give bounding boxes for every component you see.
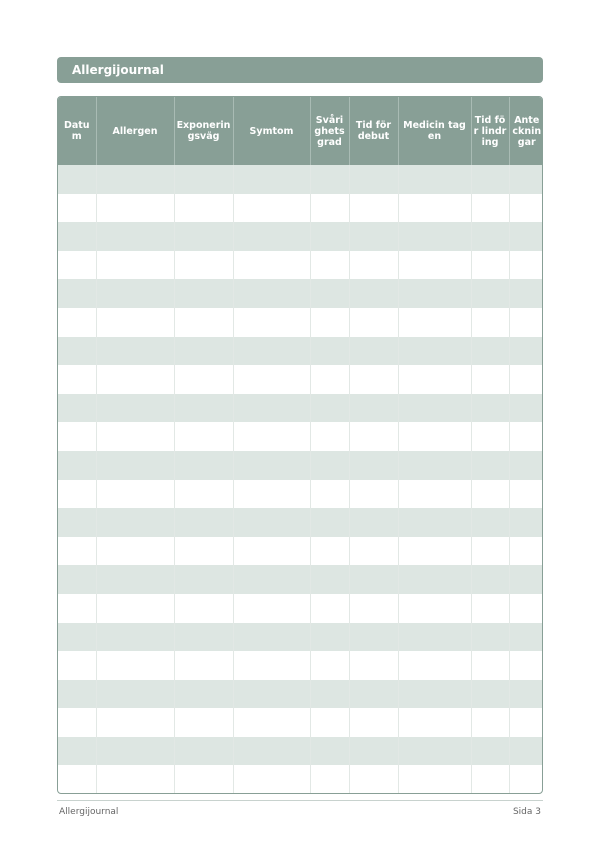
table-cell[interactable] bbox=[509, 222, 543, 251]
table-cell[interactable] bbox=[509, 165, 543, 194]
table-cell[interactable] bbox=[310, 194, 349, 223]
table-cell[interactable] bbox=[58, 537, 96, 566]
table-cell[interactable] bbox=[509, 451, 543, 480]
table-cell[interactable] bbox=[96, 222, 174, 251]
table-cell[interactable] bbox=[509, 680, 543, 709]
table-cell[interactable] bbox=[471, 337, 509, 366]
table-cell[interactable] bbox=[233, 165, 310, 194]
table-cell[interactable] bbox=[310, 508, 349, 537]
column-header-anteckningar: Anteckningar bbox=[509, 97, 543, 165]
table-cell[interactable] bbox=[174, 194, 233, 223]
table-cell[interactable] bbox=[233, 651, 310, 680]
table-cell[interactable] bbox=[349, 508, 398, 537]
table-cell[interactable] bbox=[471, 708, 509, 737]
table-cell[interactable] bbox=[349, 422, 398, 451]
column-header-datum: Datum bbox=[58, 97, 96, 165]
table-cell[interactable] bbox=[471, 480, 509, 509]
table-row bbox=[58, 422, 543, 451]
table-cell[interactable] bbox=[509, 337, 543, 366]
table-cell[interactable] bbox=[398, 222, 471, 251]
table-cell[interactable] bbox=[310, 422, 349, 451]
table-cell[interactable] bbox=[471, 537, 509, 566]
table-cell[interactable] bbox=[471, 765, 509, 794]
table-cell[interactable] bbox=[58, 365, 96, 394]
table-cell[interactable] bbox=[96, 451, 174, 480]
table-cell[interactable] bbox=[310, 279, 349, 308]
table-cell[interactable] bbox=[310, 537, 349, 566]
table-cell[interactable] bbox=[310, 165, 349, 194]
table-cell[interactable] bbox=[509, 708, 543, 737]
table-cell[interactable] bbox=[58, 337, 96, 366]
table-cell[interactable] bbox=[310, 708, 349, 737]
table-cell[interactable] bbox=[233, 765, 310, 794]
table-cell[interactable] bbox=[174, 365, 233, 394]
table-cell[interactable] bbox=[310, 651, 349, 680]
table-cell[interactable] bbox=[96, 765, 174, 794]
table-cell[interactable] bbox=[398, 451, 471, 480]
table-cell[interactable] bbox=[471, 508, 509, 537]
table-cell[interactable] bbox=[509, 480, 543, 509]
table-row bbox=[58, 365, 543, 394]
table-cell[interactable] bbox=[96, 251, 174, 280]
table-cell[interactable] bbox=[96, 165, 174, 194]
table-cell[interactable] bbox=[174, 480, 233, 509]
table-cell[interactable] bbox=[349, 565, 398, 594]
table-cell[interactable] bbox=[471, 451, 509, 480]
table-cell[interactable] bbox=[349, 308, 398, 337]
table-cell[interactable] bbox=[233, 680, 310, 709]
table-header-row bbox=[58, 97, 543, 165]
table-cell[interactable] bbox=[509, 765, 543, 794]
table-cell[interactable] bbox=[398, 765, 471, 794]
table-cell[interactable] bbox=[471, 737, 509, 766]
table-cell[interactable] bbox=[174, 537, 233, 566]
table-cell[interactable] bbox=[310, 365, 349, 394]
table-cell[interactable] bbox=[233, 565, 310, 594]
table-cell[interactable] bbox=[174, 594, 233, 623]
table-cell[interactable] bbox=[349, 451, 398, 480]
table-cell[interactable] bbox=[58, 765, 96, 794]
table-cell[interactable] bbox=[509, 651, 543, 680]
table-cell[interactable] bbox=[471, 594, 509, 623]
table-cell[interactable] bbox=[58, 737, 96, 766]
table-cell[interactable] bbox=[233, 365, 310, 394]
table-cell[interactable] bbox=[509, 537, 543, 566]
table-cell[interactable] bbox=[58, 394, 96, 423]
table-cell[interactable] bbox=[509, 279, 543, 308]
table-row bbox=[58, 194, 543, 223]
table-cell[interactable] bbox=[310, 737, 349, 766]
table-cell[interactable] bbox=[398, 394, 471, 423]
table-row bbox=[58, 394, 543, 423]
table-cell[interactable] bbox=[349, 394, 398, 423]
table-cell[interactable] bbox=[509, 194, 543, 223]
table-cell[interactable] bbox=[174, 251, 233, 280]
table-cell[interactable] bbox=[349, 651, 398, 680]
table-cell[interactable] bbox=[310, 337, 349, 366]
table-cell[interactable] bbox=[398, 165, 471, 194]
table-cell[interactable] bbox=[58, 623, 96, 652]
table-cell[interactable] bbox=[233, 623, 310, 652]
table-cell[interactable] bbox=[349, 194, 398, 223]
table-cell[interactable] bbox=[58, 594, 96, 623]
table-row bbox=[58, 680, 543, 709]
table-cell[interactable] bbox=[58, 422, 96, 451]
table-cell[interactable] bbox=[310, 565, 349, 594]
journal-title: Allergijournal bbox=[72, 63, 164, 77]
table-cell[interactable] bbox=[471, 222, 509, 251]
table-cell[interactable] bbox=[398, 737, 471, 766]
table-cell[interactable] bbox=[398, 422, 471, 451]
table-cell[interactable] bbox=[174, 680, 233, 709]
table-cell[interactable] bbox=[96, 537, 174, 566]
table-cell[interactable] bbox=[233, 308, 310, 337]
table-cell[interactable] bbox=[349, 251, 398, 280]
table-cell[interactable] bbox=[96, 737, 174, 766]
table-cell[interactable] bbox=[233, 708, 310, 737]
table-cell[interactable] bbox=[58, 651, 96, 680]
table-row bbox=[58, 337, 543, 366]
table-cell[interactable] bbox=[174, 337, 233, 366]
table-cell[interactable] bbox=[233, 279, 310, 308]
table-cell[interactable] bbox=[471, 165, 509, 194]
table-cell[interactable] bbox=[471, 251, 509, 280]
table-cell[interactable] bbox=[398, 194, 471, 223]
table-cell[interactable] bbox=[58, 165, 96, 194]
table-cell[interactable] bbox=[96, 394, 174, 423]
table-cell[interactable] bbox=[349, 480, 398, 509]
table-cell[interactable] bbox=[174, 279, 233, 308]
table-cell[interactable] bbox=[398, 365, 471, 394]
table-cell[interactable] bbox=[58, 308, 96, 337]
table-cell[interactable] bbox=[509, 251, 543, 280]
table-cell[interactable] bbox=[398, 508, 471, 537]
table-cell[interactable] bbox=[471, 565, 509, 594]
table-cell[interactable] bbox=[96, 651, 174, 680]
table-cell[interactable] bbox=[96, 708, 174, 737]
footer-title: Allergijournal bbox=[59, 807, 119, 817]
table-cell[interactable] bbox=[398, 680, 471, 709]
table-row bbox=[58, 279, 543, 308]
table-cell[interactable] bbox=[58, 222, 96, 251]
table-cell[interactable] bbox=[58, 194, 96, 223]
table-cell[interactable] bbox=[471, 279, 509, 308]
table-row bbox=[58, 594, 543, 623]
table-cell[interactable] bbox=[398, 623, 471, 652]
table-cell[interactable] bbox=[349, 222, 398, 251]
table-cell[interactable] bbox=[471, 308, 509, 337]
table-cell[interactable] bbox=[174, 308, 233, 337]
table-cell[interactable] bbox=[398, 651, 471, 680]
table-cell[interactable] bbox=[349, 365, 398, 394]
table-cell[interactable] bbox=[310, 251, 349, 280]
table-row bbox=[58, 537, 543, 566]
table-cell[interactable] bbox=[310, 765, 349, 794]
table-cell[interactable] bbox=[471, 422, 509, 451]
table-cell[interactable] bbox=[349, 537, 398, 566]
column-header-tid-for-lindring: Tid för lindring bbox=[471, 97, 509, 165]
table-cell[interactable] bbox=[349, 765, 398, 794]
table-cell[interactable] bbox=[398, 308, 471, 337]
table-cell[interactable] bbox=[58, 680, 96, 709]
table-row bbox=[58, 251, 543, 280]
table-cell[interactable] bbox=[174, 565, 233, 594]
allergy-log-table bbox=[57, 96, 543, 794]
table-cell[interactable] bbox=[96, 365, 174, 394]
table-cell[interactable] bbox=[349, 623, 398, 652]
table-row bbox=[58, 508, 543, 537]
table-cell[interactable] bbox=[174, 222, 233, 251]
table-cell[interactable] bbox=[174, 422, 233, 451]
table-row bbox=[58, 565, 543, 594]
table-cell[interactable] bbox=[233, 222, 310, 251]
table-cell[interactable] bbox=[58, 451, 96, 480]
column-header-svarighetsgrad: Svårighetsgrad bbox=[310, 97, 349, 165]
table-cell[interactable] bbox=[174, 165, 233, 194]
table-cell[interactable] bbox=[58, 279, 96, 308]
table-cell[interactable] bbox=[58, 565, 96, 594]
table-cell[interactable] bbox=[96, 422, 174, 451]
table-cell[interactable] bbox=[310, 594, 349, 623]
table-cell[interactable] bbox=[310, 451, 349, 480]
table-cell[interactable] bbox=[349, 708, 398, 737]
footer-divider bbox=[57, 800, 543, 801]
table-cell[interactable] bbox=[58, 508, 96, 537]
column-header-tid-for-debut: Tid för debut bbox=[349, 97, 398, 165]
table-cell[interactable] bbox=[509, 394, 543, 423]
table-cell[interactable] bbox=[509, 565, 543, 594]
table-cell[interactable] bbox=[174, 708, 233, 737]
table-cell[interactable] bbox=[349, 594, 398, 623]
table-cell[interactable] bbox=[349, 737, 398, 766]
table-cell[interactable] bbox=[174, 651, 233, 680]
table-cell[interactable] bbox=[96, 623, 174, 652]
table-cell[interactable] bbox=[96, 337, 174, 366]
table-cell[interactable] bbox=[174, 623, 233, 652]
table-cell[interactable] bbox=[96, 565, 174, 594]
table-cell[interactable] bbox=[174, 451, 233, 480]
table-cell[interactable] bbox=[349, 337, 398, 366]
table-cell[interactable] bbox=[310, 480, 349, 509]
table-cell[interactable] bbox=[174, 765, 233, 794]
table-cell[interactable] bbox=[310, 680, 349, 709]
table-cell[interactable] bbox=[509, 422, 543, 451]
table-cell[interactable] bbox=[96, 680, 174, 709]
table-cell[interactable] bbox=[398, 279, 471, 308]
table-row bbox=[58, 480, 543, 509]
column-header-medicin-tagen: Medicin tagen bbox=[398, 97, 471, 165]
table-cell[interactable] bbox=[233, 337, 310, 366]
table-cell[interactable] bbox=[96, 508, 174, 537]
table-cell[interactable] bbox=[233, 480, 310, 509]
table-cell[interactable] bbox=[233, 451, 310, 480]
table-cell[interactable] bbox=[58, 251, 96, 280]
table-row bbox=[58, 165, 543, 194]
table-row bbox=[58, 651, 543, 680]
table-cell[interactable] bbox=[233, 251, 310, 280]
table-cell[interactable] bbox=[509, 623, 543, 652]
table-row bbox=[58, 765, 543, 794]
table-cell[interactable] bbox=[349, 165, 398, 194]
table-row bbox=[58, 308, 543, 337]
table-cell[interactable] bbox=[96, 480, 174, 509]
table-cell[interactable] bbox=[96, 308, 174, 337]
table-cell[interactable] bbox=[398, 537, 471, 566]
table-row bbox=[58, 708, 543, 737]
table-cell[interactable] bbox=[233, 508, 310, 537]
table-cell[interactable] bbox=[509, 365, 543, 394]
table-cell[interactable] bbox=[174, 508, 233, 537]
table-cell[interactable] bbox=[471, 194, 509, 223]
table-cell[interactable] bbox=[509, 508, 543, 537]
column-header-allergen: Allergen bbox=[96, 97, 174, 165]
table-row bbox=[58, 451, 543, 480]
table-cell[interactable] bbox=[509, 308, 543, 337]
table-cell[interactable] bbox=[310, 394, 349, 423]
table-cell[interactable] bbox=[398, 337, 471, 366]
table-cell[interactable] bbox=[58, 708, 96, 737]
table-cell[interactable] bbox=[398, 480, 471, 509]
table-cell[interactable] bbox=[174, 737, 233, 766]
page-number: Sida 3 bbox=[512, 807, 541, 817]
table-row bbox=[58, 623, 543, 652]
table-cell[interactable] bbox=[233, 394, 310, 423]
table-cell[interactable] bbox=[310, 308, 349, 337]
table-cell[interactable] bbox=[233, 594, 310, 623]
table-cell[interactable] bbox=[349, 680, 398, 709]
table-cell[interactable] bbox=[233, 194, 310, 223]
table-cell[interactable] bbox=[471, 651, 509, 680]
journal-title-bar bbox=[57, 57, 543, 83]
table-cell[interactable] bbox=[310, 623, 349, 652]
table-row bbox=[58, 737, 543, 766]
table-cell[interactable] bbox=[471, 680, 509, 709]
table-cell[interactable] bbox=[471, 365, 509, 394]
table-cell[interactable] bbox=[509, 594, 543, 623]
table-cell[interactable] bbox=[96, 279, 174, 308]
column-header-exponeringsvag: Exponeringsväg bbox=[174, 97, 233, 165]
table-cell[interactable] bbox=[349, 279, 398, 308]
table-cell[interactable] bbox=[96, 594, 174, 623]
table-cell[interactable] bbox=[174, 394, 233, 423]
table-cell[interactable] bbox=[471, 623, 509, 652]
table-cell[interactable] bbox=[509, 737, 543, 766]
table-cell[interactable] bbox=[233, 737, 310, 766]
column-header-symtom: Symtom bbox=[233, 97, 310, 165]
table-cell[interactable] bbox=[58, 480, 96, 509]
table-cell[interactable] bbox=[398, 594, 471, 623]
table-cell[interactable] bbox=[398, 251, 471, 280]
table-cell[interactable] bbox=[310, 222, 349, 251]
table-row bbox=[58, 222, 543, 251]
table-cell[interactable] bbox=[96, 194, 174, 223]
table-cell[interactable] bbox=[233, 537, 310, 566]
table-cell[interactable] bbox=[233, 422, 310, 451]
table-cell[interactable] bbox=[471, 394, 509, 423]
table-cell[interactable] bbox=[398, 565, 471, 594]
table-cell[interactable] bbox=[398, 708, 471, 737]
